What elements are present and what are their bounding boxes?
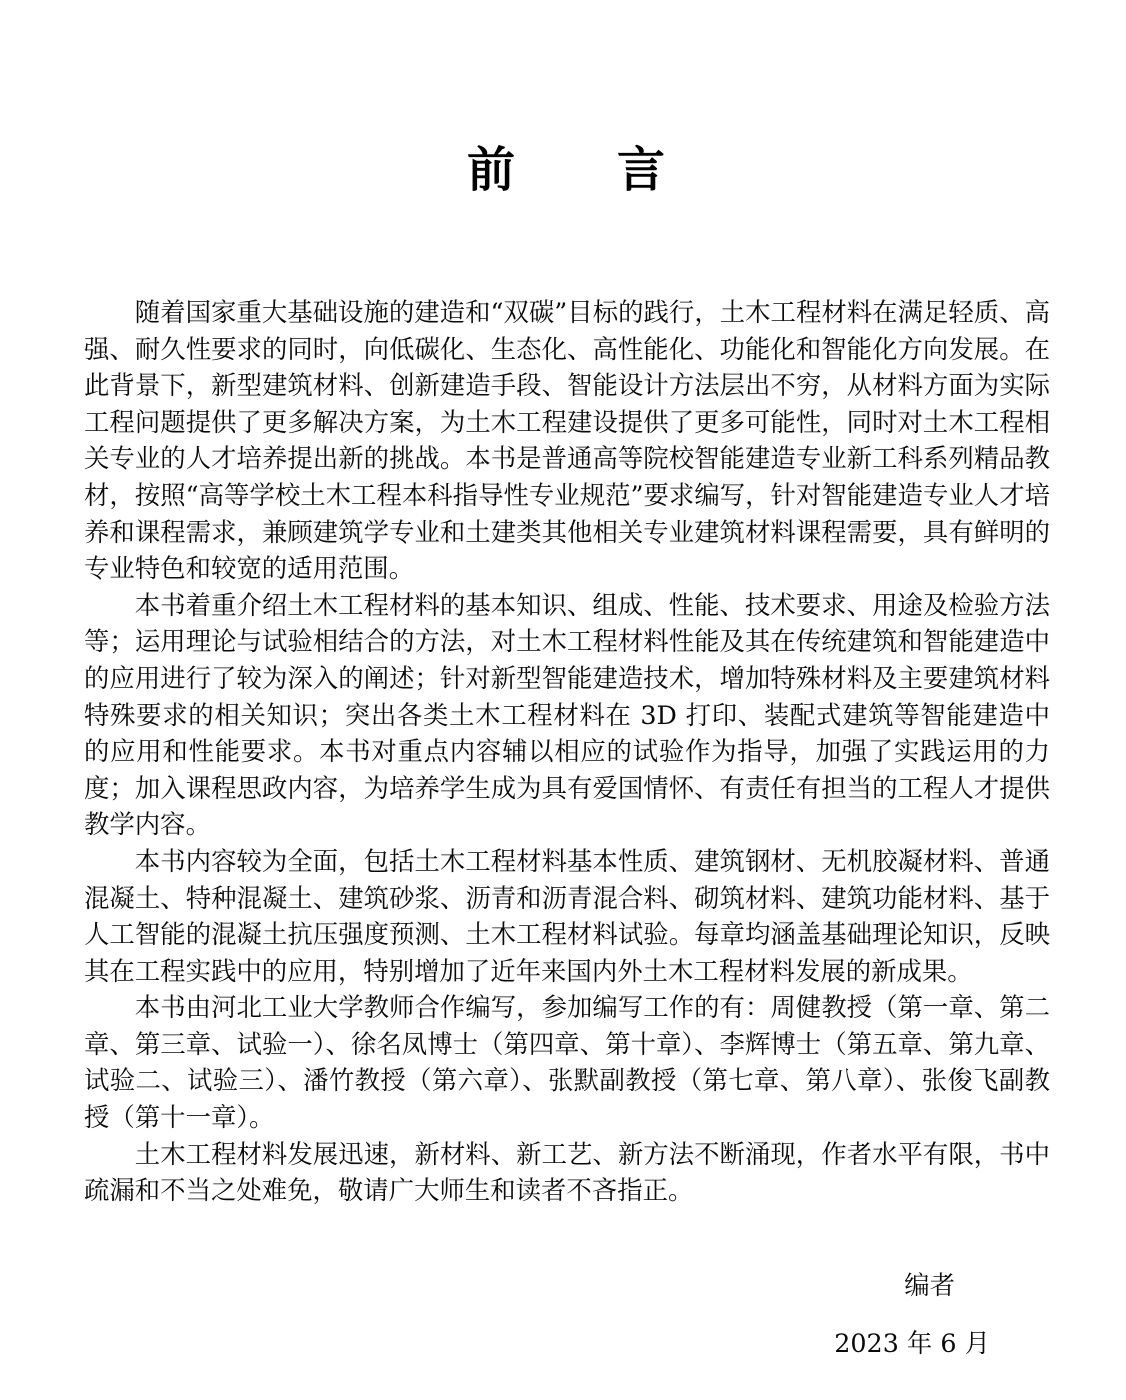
page-title: 前 言 [466, 142, 667, 198]
preface-paragraph-1: 随着国家重大基础设施的建造和“双碳”目标的践行，土木工程材料在满足轻质、高强、耐久性要求的同时，向低碳化、生态化、高性能化、功能化和智能化方向发展。在此背景下，新型建筑材料、创新建造手段、智能设计方法层出不穷，从材料方面为实际工程问题提供了更多解决方案，为土木工程建设提供了更多可能性，同时对土木工程相关专业的人才培养提出新的挑战。本书是普通高等院校智能建造专业新工科系列精品教材，按照“高等学校土木工程本科指导性专业规范”要求编写，针对智能建造专业人才培养和课程需求，兼顾建筑学专业和土建类其他相关专业建筑材料课程需要，具有鲜明的专业特色和较宽的适用范围。 [84, 297, 1050, 584]
publication-date: 2023 年 6 月 [834, 1327, 990, 1358]
preface-paragraph-2: 本书着重介绍土木工程材料的基本知识、组成、性能、技术要求、用途及检验方法等；运用理论与试验相结合的方法，对土木工程材料性能及其在传统建筑和智能建造中的应用进行了较为深入的阐述；针对新型智能建造技术，增加特殊材料及主要建筑材料特殊要求的相关知识；突出各类土木工程材料在 3D 打印、装配式建筑等智能建造中的应用和性能要求。本书对重点内容辅以相应的试验作为指导，加强了实践运用的力度；加入课程思政内容，为培养学生成为具有爱国情怀、有责任有担当的工程人才提供教学内容。 [84, 589, 1050, 840]
preface-paragraph-4: 本书由河北工业大学教师合作编写，参加编写工作的有：周健教授（第一章、第二章、第三章、试验一）、徐名凤博士（第四章、第十章）、李辉博士（第五章、第九章、试验二、试验三）、潘竹教授（第六章）、张默副教授（第七章、第八章）、张俊飞副教授（第十一章）。 [84, 992, 1050, 1133]
preface-body [84, 294, 1050, 1209]
preface-paragraph-5: 土木工程材料发展迅速，新材料、新工艺、新方法不断涌现，作者水平有限，书中疏漏和不当之处难免，敬请广大师生和读者不吝指正。 [84, 1138, 1050, 1206]
author-signature: 编者 [904, 1269, 955, 1300]
preface-paragraph-3: 本书内容较为全面，包括土木工程材料基本性质、建筑钢材、无机胶凝材料、普通混凝土、特种混凝土、建筑砂浆、沥青和沥青混合料、砌筑材料、建筑功能材料、基于人工智能的混凝土抗压强度预测、土木工程材料试验。每章均涵盖基础理论知识，反映其在工程实践中的应用，特别增加了近年来国内外土木工程材料发展的新成果。 [84, 845, 1050, 986]
